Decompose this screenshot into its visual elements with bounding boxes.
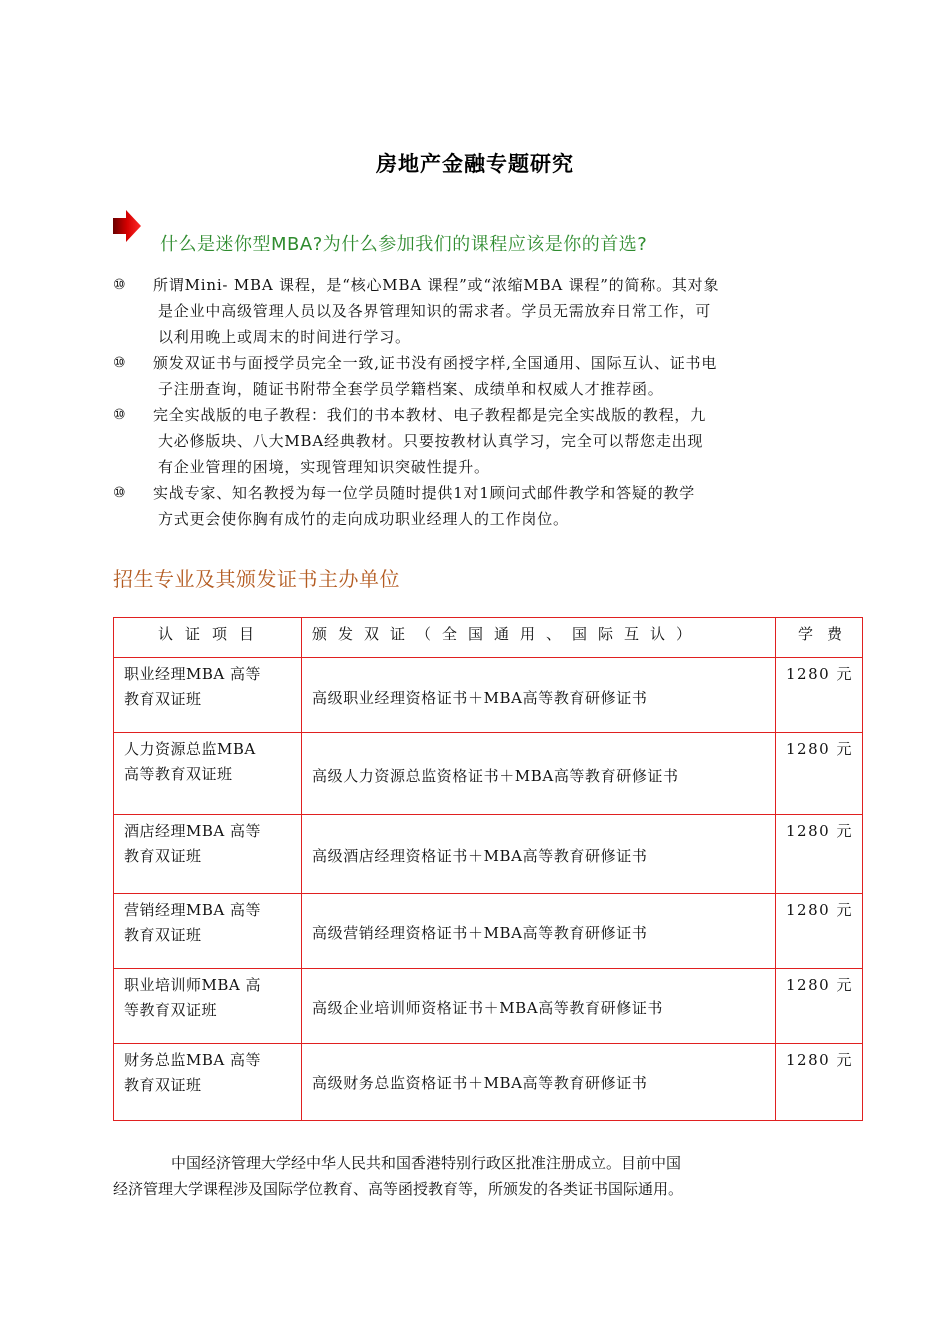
course-name: 职业培训师MBA 高 等教育双证班 [124, 976, 261, 1019]
certificate-text: 高级酒店经理资格证书＋MBA高等教育研修证书 [312, 847, 648, 865]
bullet-marker: ⑩ [113, 407, 126, 423]
bullet-marker: ⑩ [113, 277, 126, 293]
page-title: 房地产金融专题研究 [376, 152, 574, 176]
course-name: 酒店经理MBA 高等 教育双证班 [124, 822, 261, 865]
course-name: 营销经理MBA 高等 教育双证班 [124, 901, 261, 944]
section-heading-mini-mba: 什么是迷你型MBA?为什么参加我们的课程应该是你的首选? [160, 234, 648, 255]
bullet-text: 子注册查询，随证书附带全套学员学籍档案、成绩单和权威人才推荐函。 [158, 380, 664, 398]
fee-value: 1280 元 [786, 901, 853, 919]
table-row [114, 733, 862, 815]
column-header-course: 认证项目 [158, 625, 267, 643]
bullet-item [113, 402, 843, 480]
bullet-item [113, 272, 843, 350]
bullet-text: 方式更会使你胸有成竹的走向成功职业经理人的工作岗位。 [158, 510, 569, 528]
course-name: 人力资源总监MBA 高等教育双证班 [124, 740, 256, 783]
fee-value: 1280 元 [786, 665, 853, 683]
column-header-certificate: 颁发双证（全国通用、国际互认） [312, 625, 703, 643]
bullet-text: 大必修版块、八大MBA经典教材。只要按教材认真学习，完全可以帮您走出现 [158, 432, 704, 450]
table-row [114, 969, 862, 1044]
bullet-text: 所谓Mini- MBA 课程，是“核心MBA 课程”或“浓缩MBA 课程”的简称。其对象 [153, 276, 720, 294]
bullet-text: 是企业中高级管理人员以及各界管理知识的需求者。学员无需放弃日常工作，可 [158, 302, 712, 320]
certificate-text: 高级人力资源总监资格证书＋MBA高等教育研修证书 [312, 767, 679, 785]
column-header-fee: 学费 [798, 625, 857, 643]
section-heading-programs: 招生专业及其颁发证书主办单位 [113, 567, 400, 591]
course-name: 财务总监MBA 高等 教育双证班 [124, 1051, 261, 1094]
feature-bullet-list [113, 272, 843, 532]
table-row [114, 658, 862, 733]
course-name: 职业经理MBA 高等 教育双证班 [124, 665, 261, 708]
table-row [114, 815, 862, 894]
fee-value: 1280 元 [786, 740, 853, 758]
bullet-item [113, 480, 843, 532]
fee-value: 1280 元 [786, 1051, 853, 1069]
certificate-text: 高级营销经理资格证书＋MBA高等教育研修证书 [312, 924, 648, 942]
bullet-marker: ⑩ [113, 485, 126, 501]
footer-paragraph [113, 1150, 843, 1202]
footer-line: 经济管理大学课程涉及国际学位教育、高等函授教育等，所颁发的各类证书国际通用。 [113, 1180, 684, 1198]
bullet-item [113, 350, 843, 402]
fee-value: 1280 元 [786, 822, 853, 840]
table-row [114, 894, 862, 969]
certificate-text: 高级职业经理资格证书＋MBA高等教育研修证书 [312, 689, 648, 707]
fee-value: 1280 元 [786, 976, 853, 994]
certificate-text: 高级财务总监资格证书＋MBA高等教育研修证书 [312, 1074, 648, 1092]
bullet-text: 颁发双证书与面授学员完全一致,证书没有函授字样,全国通用、国际互认、证书电 [153, 354, 718, 372]
red-arrow-icon [113, 210, 141, 244]
certificate-text: 高级企业培训师资格证书＋MBA高等教育研修证书 [312, 999, 664, 1017]
programs-table [113, 617, 863, 1121]
bullet-marker: ⑩ [113, 355, 126, 371]
bullet-text: 有企业管理的困境，实现管理知识突破性提升。 [158, 458, 490, 476]
bullet-text: 实战专家、知名教授为每一位学员随时提供1对1顾问式邮件教学和答疑的教学 [153, 484, 696, 502]
bullet-text: 完全实战版的电子教程：我们的书本教材、电子教程都是完全实战版的教程，九 [153, 406, 707, 424]
table-header-row [114, 618, 862, 658]
bullet-text: 以利用晚上或周末的时间进行学习。 [158, 328, 411, 346]
table-row [114, 1044, 862, 1120]
footer-line: 中国经济管理大学经中华人民共和国香港特别行政区批准注册成立。目前中国 [171, 1154, 682, 1172]
